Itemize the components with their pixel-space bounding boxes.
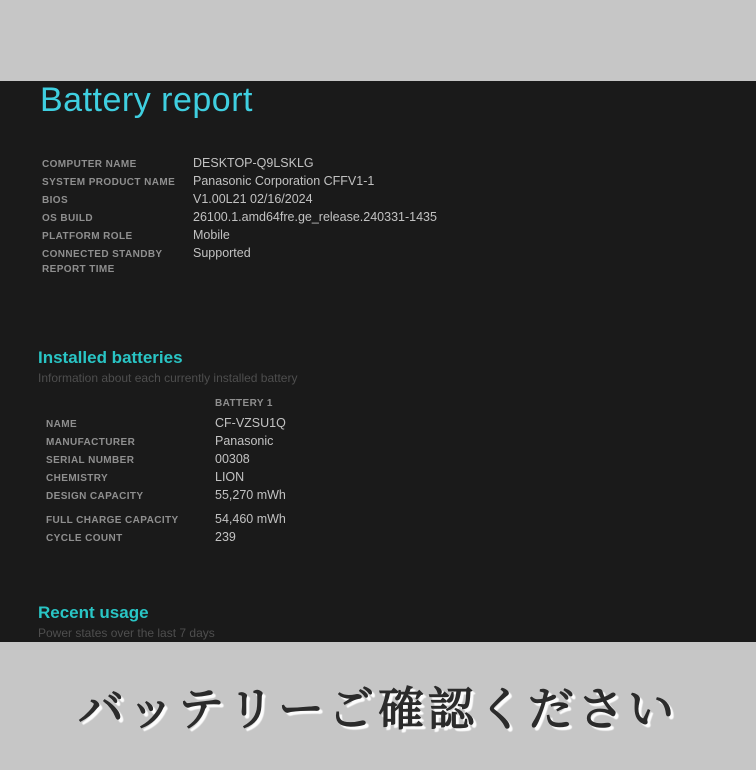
section-title: Installed batteries	[38, 348, 183, 367]
row-value: 26100.1.amd64fre.ge_release.240331-1435	[193, 210, 437, 224]
battery-column-header: BATTERY 1	[215, 398, 273, 409]
battery-row	[46, 434, 756, 452]
system-info-row	[42, 228, 756, 246]
row-label: NAME	[46, 419, 78, 430]
battery-report-page	[0, 81, 756, 642]
row-label: CONNECTED STANDBY	[42, 249, 163, 260]
row-value: CF-VZSU1Q	[215, 416, 286, 430]
system-info-table	[42, 156, 756, 282]
system-info-row	[42, 246, 756, 264]
row-label: COMPUTER NAME	[42, 159, 137, 170]
row-value: 54,460 mWh	[215, 512, 286, 526]
row-value: Panasonic	[215, 434, 274, 448]
row-label: FULL CHARGE CAPACITY	[46, 515, 179, 526]
battery-row	[46, 416, 756, 434]
row-label: DESIGN CAPACITY	[46, 491, 144, 502]
row-label: SERIAL NUMBER	[46, 455, 135, 466]
banner-text: バッテリーご確認ください	[78, 683, 678, 735]
system-info-row	[42, 156, 756, 174]
battery-table	[46, 398, 756, 548]
system-info-row	[42, 264, 756, 282]
section-title: Recent usage	[38, 603, 149, 622]
page-title: Battery report	[40, 81, 253, 119]
battery-row	[46, 470, 756, 488]
row-value: Mobile	[193, 228, 230, 242]
row-label: CYCLE COUNT	[46, 533, 123, 544]
system-info-row	[42, 210, 756, 228]
row-value: 239	[215, 530, 236, 544]
row-value: Panasonic Corporation CFFV1-1	[193, 174, 375, 188]
section-installed-batteries	[0, 348, 756, 548]
system-info-row	[42, 174, 756, 192]
row-value: V1.00L21 02/16/2024	[193, 192, 313, 206]
section-recent-usage	[0, 603, 756, 640]
row-label: CHEMISTRY	[46, 473, 109, 484]
row-label: MANUFACTURER	[46, 437, 136, 448]
top-margin-strip	[0, 0, 756, 67]
system-info-row	[42, 192, 756, 210]
bottom-banner	[0, 642, 756, 770]
row-label: REPORT TIME	[42, 264, 115, 275]
row-value: LION	[215, 470, 245, 484]
row-value: 55,270 mWh	[215, 488, 286, 502]
battery-row	[46, 488, 756, 506]
row-value: DESKTOP-Q9LSKLG	[193, 156, 314, 170]
row-value: Supported	[193, 246, 251, 260]
row-value: 00308	[215, 452, 250, 466]
section-subtitle: Power states over the last 7 days	[38, 626, 215, 640]
row-label: BIOS	[42, 195, 69, 206]
battery-row	[46, 512, 756, 530]
row-label: PLATFORM ROLE	[42, 231, 133, 242]
row-label: SYSTEM PRODUCT NAME	[42, 177, 176, 188]
battery-row	[46, 530, 756, 548]
row-label: OS BUILD	[42, 213, 93, 224]
section-subtitle: Information about each currently installed battery	[38, 371, 298, 385]
battery-row	[46, 452, 756, 470]
